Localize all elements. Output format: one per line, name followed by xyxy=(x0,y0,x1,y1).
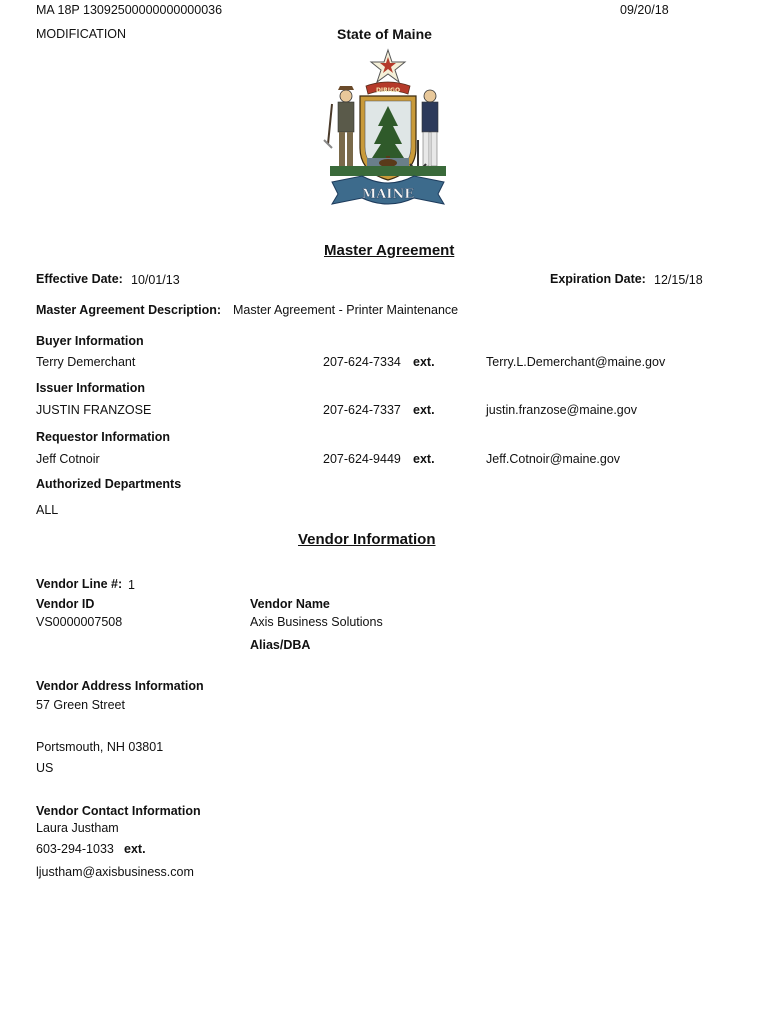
vendor-name-value: Axis Business Solutions xyxy=(250,615,383,629)
vendor-city-state-zip: Portsmouth, NH 03801 xyxy=(36,740,164,754)
vendor-contact-name: Laura Justham xyxy=(36,821,119,835)
requestor-phone: 207-624-9449 xyxy=(323,452,401,466)
maine-state-seal-icon xyxy=(322,44,454,216)
effective-date-value: 10/01/13 xyxy=(131,273,180,287)
buyer-heading: Buyer Information xyxy=(36,334,144,348)
requestor-heading: Requestor Information xyxy=(36,430,171,444)
document-type: MODIFICATION xyxy=(36,27,127,41)
vendor-country: US xyxy=(36,761,54,775)
vendor-section-title: Vendor Information xyxy=(298,531,436,548)
vendor-alias-label: Alias/DBA xyxy=(250,638,311,652)
vendor-id-label: Vendor ID xyxy=(36,597,95,611)
vendor-line-label: Vendor Line #: xyxy=(36,577,123,591)
vendor-contact-heading: Vendor Contact Information xyxy=(36,804,201,818)
issuer-ext-label: ext. xyxy=(413,403,435,417)
departments-heading: Authorized Departments xyxy=(36,477,182,491)
print-date: 09/20/18 xyxy=(620,3,669,17)
buyer-phone: 207-624-7334 xyxy=(323,355,401,369)
vendor-id-value: VS0000007508 xyxy=(36,615,123,629)
vendor-contact-email: ljustham@axisbusiness.com xyxy=(36,865,194,879)
buyer-email: Terry.L.Demerchant@maine.gov xyxy=(486,355,666,369)
issuer-email: justin.franzose@maine.gov xyxy=(486,403,637,417)
expiration-date-value: 12/15/18 xyxy=(654,273,703,287)
document-number: MA 18P 13092500000000000036 xyxy=(36,3,223,17)
buyer-name: Terry Demerchant xyxy=(36,355,136,369)
effective-date-label: Effective Date: xyxy=(36,272,123,286)
expiration-date-label: Expiration Date: xyxy=(550,272,646,286)
vendor-address-line1: 57 Green Street xyxy=(36,698,125,712)
vendor-address-heading: Vendor Address Information xyxy=(36,679,204,693)
seal-name: MAINE xyxy=(361,187,415,202)
issuer-phone: 207-624-7337 xyxy=(323,403,401,417)
issuer-name: JUSTIN FRANZOSE xyxy=(36,403,152,417)
vendor-contact-ext-label: ext. xyxy=(124,842,146,856)
requestor-ext-label: ext. xyxy=(413,452,435,466)
departments-value: ALL xyxy=(36,503,59,517)
description-label: Master Agreement Description: xyxy=(36,303,221,317)
state-title: State of Maine xyxy=(337,26,432,42)
requestor-email: Jeff.Cotnoir@maine.gov xyxy=(486,452,621,466)
requestor-name: Jeff Cotnoir xyxy=(36,452,100,466)
issuer-heading: Issuer Information xyxy=(36,381,146,395)
seal-motto: DIRIGO xyxy=(375,87,401,94)
description-value: Master Agreement - Printer Maintenance xyxy=(233,303,459,317)
master-agreement-title: Master Agreement xyxy=(324,242,455,259)
vendor-name-label: Vendor Name xyxy=(250,597,330,611)
vendor-contact-phone: 603-294-1033 xyxy=(36,842,114,856)
vendor-line-value: 1 xyxy=(128,578,135,592)
buyer-ext-label: ext. xyxy=(413,355,435,369)
